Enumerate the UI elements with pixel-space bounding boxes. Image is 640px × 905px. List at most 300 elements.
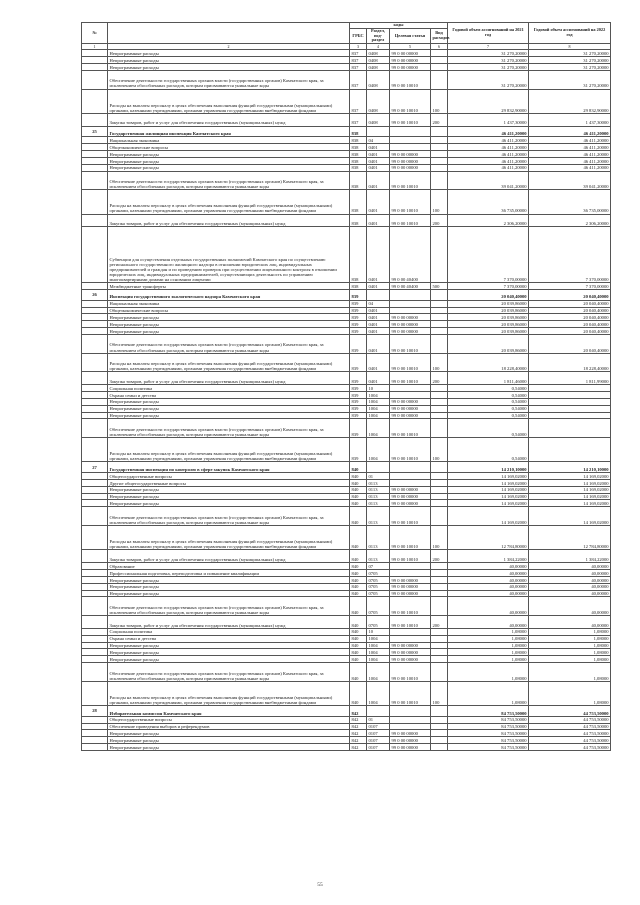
razdel-cell: 1004 <box>367 681 390 705</box>
razdel-cell: 0401 <box>367 283 390 290</box>
row-name-cell: Государственная жилищная инспекция Камчатского края <box>108 126 350 137</box>
sum-2022-cell: 44 753,50000 <box>529 744 611 751</box>
grbs-cell: 840 <box>350 583 367 590</box>
target-article-cell <box>390 391 431 398</box>
razdel-cell: 1004 <box>367 398 390 405</box>
sum-2021-cell: 0,54000 <box>448 384 529 391</box>
target-article-cell <box>390 716 431 723</box>
razdel-cell: 0401 <box>367 353 390 372</box>
razdel-cell: 1004 <box>367 656 390 663</box>
target-article-cell: 99 0 00 00000 <box>390 649 431 656</box>
expense-type-cell: 100 <box>431 681 448 705</box>
index-cell: 3 <box>350 44 367 50</box>
row-number-cell <box>82 113 108 126</box>
target-article-cell: 99 0 00 10010 <box>390 616 431 629</box>
sum-2022-cell: 44 753,50000 <box>529 737 611 744</box>
sum-2022-cell: 40,00000 <box>529 616 611 629</box>
razdel-cell: 0705 <box>367 590 390 597</box>
row-name-cell: Общеэкономические вопросы <box>108 307 350 314</box>
sum-2022-cell: 46 411,20000 <box>529 157 611 164</box>
grbs-cell: 840 <box>350 550 367 563</box>
header-codes: коды <box>350 23 448 29</box>
sum-2021-cell: 1,08000 <box>448 635 529 642</box>
grbs-cell: 838 <box>350 164 367 171</box>
row-name-cell: Непрограммные расходы <box>108 649 350 656</box>
razdel-cell: 1004 <box>367 642 390 649</box>
grbs-cell: 842 <box>350 744 367 751</box>
row-name-cell: Общегосударственные вопросы <box>108 716 350 723</box>
row-number-cell <box>82 70 108 89</box>
razdel-cell <box>367 706 390 717</box>
row-name-cell: Непрограммные расходы <box>108 398 350 405</box>
row-name-cell: Общегосударственные вопросы <box>108 472 350 479</box>
sum-2021-cell: 14 169,02000 <box>448 507 529 526</box>
table-row <box>82 656 611 663</box>
table-row <box>82 723 611 730</box>
razdel-cell: 0401 <box>367 157 390 164</box>
sum-2022-cell <box>529 398 611 405</box>
grbs-cell: 840 <box>350 486 367 493</box>
sum-2021-cell: 84 753,50000 <box>448 737 529 744</box>
sum-2022-cell: 39 041,20000 <box>529 171 611 190</box>
row-number-cell <box>82 507 108 526</box>
expense-type-cell <box>431 663 448 682</box>
expense-type-cell <box>431 479 448 486</box>
razdel-cell: 1004 <box>367 663 390 682</box>
target-article-cell <box>390 307 431 314</box>
razdel-cell <box>367 290 390 301</box>
razdel-cell: 1004 <box>367 412 390 419</box>
sum-2021-cell: 1,08000 <box>448 656 529 663</box>
sum-2022-cell: 40,00000 <box>529 583 611 590</box>
target-article-cell: 99 0 00 00000 <box>390 590 431 597</box>
table-row <box>82 500 611 507</box>
sum-2022-cell: 40,00000 <box>529 597 611 616</box>
grbs-cell: 839 <box>350 412 367 419</box>
target-article-cell <box>390 706 431 717</box>
row-name-cell: Непрограммные расходы <box>108 314 350 321</box>
grbs-cell: 839 <box>350 384 367 391</box>
table-row <box>82 57 611 64</box>
target-article-cell <box>390 126 431 137</box>
row-number-cell <box>82 635 108 642</box>
sum-2022-cell: 46 411,20000 <box>529 164 611 171</box>
row-name-cell: Национальная экономика <box>108 137 350 144</box>
row-number-cell: 28 <box>82 706 108 717</box>
target-article-cell: 99 0 00 00000 <box>390 412 431 419</box>
grbs-cell: 839 <box>350 335 367 354</box>
table-row <box>82 550 611 563</box>
grbs-cell: 837 <box>350 113 367 126</box>
row-number-cell <box>82 300 108 307</box>
row-name-cell: Непрограммные расходы <box>108 642 350 649</box>
expense-type-cell <box>431 737 448 744</box>
row-number-cell <box>82 150 108 157</box>
razdel-cell: 0401 <box>367 372 390 385</box>
table-row <box>82 164 611 171</box>
row-name-cell: Непрограммные расходы <box>108 576 350 583</box>
row-name-cell: Социальная политика <box>108 384 350 391</box>
sum-2021-cell: 7 370,00000 <box>448 227 529 283</box>
sum-2022-cell: 40,00000 <box>529 576 611 583</box>
expense-type-cell: 200 <box>431 113 448 126</box>
sum-2022-cell: 14 169,02000 <box>529 493 611 500</box>
sum-2022-cell: 46 411,20000 <box>529 137 611 144</box>
row-name-cell: Другие общегосударственные вопросы <box>108 479 350 486</box>
expense-type-cell <box>431 157 448 164</box>
grbs-cell: 840 <box>350 642 367 649</box>
expense-type-cell: 500 <box>431 283 448 290</box>
target-article-cell: 99 0 00 10010 <box>390 353 431 372</box>
row-name-cell: Непрограммные расходы <box>108 328 350 335</box>
target-article-cell: 99 0 00 10010 <box>390 113 431 126</box>
index-cell: 1 <box>82 44 108 50</box>
row-number-cell <box>82 164 108 171</box>
sum-2022-cell: 1 437,30000 <box>529 113 611 126</box>
expense-type-cell <box>431 126 448 137</box>
row-name-cell: Непрограммные расходы <box>108 730 350 737</box>
razdel-cell: 0401 <box>367 307 390 314</box>
razdel-cell: 0113 <box>367 493 390 500</box>
sum-2022-cell: 1 811,99000 <box>529 372 611 385</box>
razdel-cell: 0107 <box>367 737 390 744</box>
expense-type-cell: 100 <box>431 353 448 372</box>
target-article-cell: 99 0 00 00000 <box>390 164 431 171</box>
row-name-cell: Непрограммные расходы <box>108 321 350 328</box>
target-article-cell <box>390 462 431 473</box>
grbs-cell: 840 <box>350 649 367 656</box>
expense-type-cell <box>431 583 448 590</box>
expense-type-cell: 100 <box>431 525 448 549</box>
table-row <box>82 64 611 71</box>
expense-type-cell <box>431 723 448 730</box>
grbs-cell: 839 <box>350 405 367 412</box>
expense-type-cell <box>431 493 448 500</box>
razdel-cell: 0408 <box>367 57 390 64</box>
sum-2021-cell: 40,00000 <box>448 597 529 616</box>
sum-2022-cell: 44 753,50000 <box>529 706 611 717</box>
sum-2022-cell: 31 270,20000 <box>529 64 611 71</box>
razdel-cell: 0705 <box>367 616 390 629</box>
header-csr: Целевая статья <box>390 28 431 43</box>
expense-type-cell: 200 <box>431 616 448 629</box>
expense-type-cell <box>431 50 448 57</box>
row-number-cell <box>82 137 108 144</box>
table-row <box>82 89 611 113</box>
grbs-cell: 837 <box>350 89 367 113</box>
grbs-cell: 839 <box>350 353 367 372</box>
row-name-cell: Закупка товаров, работ и услуг для обеспечения государственных (муниципальных) нужд <box>108 113 350 126</box>
sum-2021-cell: 1,08000 <box>448 642 529 649</box>
expense-type-cell <box>431 472 448 479</box>
sum-2021-cell: 20 039,86000 <box>448 300 529 307</box>
table-row <box>82 616 611 629</box>
grbs-cell: 840 <box>350 563 367 570</box>
grbs-cell: 838 <box>350 283 367 290</box>
target-article-cell <box>390 384 431 391</box>
sum-2021-cell: 46 411,20000 <box>448 150 529 157</box>
expense-type-cell <box>431 486 448 493</box>
sum-2021-cell: 40,00000 <box>448 576 529 583</box>
row-number-cell <box>82 50 108 57</box>
row-name-cell: Обеспечение деятельности государственных органов власти (государственных органов) Камчатского края, за исключением обособленных расходов, которым присваиваются уникальные коды <box>108 419 350 438</box>
sum-2022-cell: 44 753,50000 <box>529 723 611 730</box>
sum-2021-cell: 31 270,20000 <box>448 50 529 57</box>
row-name-cell: Непрограммные расходы <box>108 500 350 507</box>
expense-type-cell <box>431 227 448 283</box>
sum-2021-cell: 31 270,20000 <box>448 64 529 71</box>
target-article-cell: 99 0 00 10010 <box>390 190 431 214</box>
razdel-cell: 0705 <box>367 569 390 576</box>
sum-2021-cell: 14 169,02000 <box>448 493 529 500</box>
sum-2022-cell: 7 370,00000 <box>529 227 611 283</box>
target-article-cell: 99 0 00 00000 <box>390 486 431 493</box>
row-name-cell: Обеспечение деятельности государственных органов власти (государственных органов) Камчатского края, за исключением обособленных расходов, которым присваиваются уникальные коды <box>108 171 350 190</box>
sum-2021-cell: 31 270,20000 <box>448 70 529 89</box>
sum-2021-cell: 20 039,86000 <box>448 314 529 321</box>
expense-type-cell <box>431 405 448 412</box>
grbs-cell: 840 <box>350 590 367 597</box>
table-row <box>82 321 611 328</box>
sum-2022-cell: 20 040,40000 <box>529 290 611 301</box>
target-article-cell <box>390 569 431 576</box>
sum-2021-cell: 1,08000 <box>448 681 529 705</box>
row-number-cell <box>82 391 108 398</box>
table-row <box>82 419 611 438</box>
sum-2022-cell: 1,08000 <box>529 681 611 705</box>
sum-2022-cell <box>529 419 611 438</box>
sum-2022-cell: 14 169,02000 <box>529 507 611 526</box>
sum-2021-cell: 14 169,02000 <box>448 486 529 493</box>
table-row <box>82 597 611 616</box>
sum-2022-cell: 12 784,80000 <box>529 525 611 549</box>
row-name-cell: Социальная политика <box>108 628 350 635</box>
row-number-cell <box>82 597 108 616</box>
index-cell: 6 <box>431 44 448 50</box>
grbs-cell: 840 <box>350 507 367 526</box>
row-number-cell <box>82 550 108 563</box>
row-number-cell <box>82 716 108 723</box>
sum-2021-cell: 1,08000 <box>448 649 529 656</box>
row-number-cell <box>82 583 108 590</box>
sum-2021-cell: 84 753,50000 <box>448 723 529 730</box>
sum-2022-cell <box>529 391 611 398</box>
table-row <box>82 391 611 398</box>
row-name-cell: Субвенции для осуществления отдельных государственных полномочий Камчатского края по осуществлению регионального государственного жилищного надзора в отношении юридических лиц, индивидуальных предпринимателей и граждан и по проведению проверок при осуществлении лицензионного контроля в отношении юридических лиц, индивидуальных предпринимателей, осуществляющих деятельность по управлению многоквартирными домами на основании лицензии <box>108 227 350 283</box>
grbs-cell: 838 <box>350 227 367 283</box>
row-name-cell: Расходы на выплаты персоналу в целях обеспечения выполнения функций государственными (муниципальными) органами, казенными учреждениями, органами управления государственными внебюджетными фондами <box>108 353 350 372</box>
sum-2021-cell: 84 753,50000 <box>448 730 529 737</box>
grbs-cell: 839 <box>350 328 367 335</box>
sum-2022-cell: 44 753,50000 <box>529 716 611 723</box>
target-article-cell: 99 0 00 10010 <box>390 550 431 563</box>
row-number-cell <box>82 157 108 164</box>
target-article-cell: 99 0 00 00000 <box>390 150 431 157</box>
razdel-cell: 0705 <box>367 576 390 583</box>
row-number-cell <box>82 656 108 663</box>
table-row <box>82 335 611 354</box>
page-number: 55 <box>317 882 323 888</box>
grbs-cell: 842 <box>350 723 367 730</box>
razdel-cell: 0401 <box>367 314 390 321</box>
table-row <box>82 314 611 321</box>
sum-2021-cell: 1,08000 <box>448 663 529 682</box>
table-row <box>82 642 611 649</box>
sum-2021-cell: 2 306,20000 <box>448 214 529 227</box>
table-row <box>82 493 611 500</box>
table-row <box>82 437 611 461</box>
target-article-cell: 99 0 00 00000 <box>390 50 431 57</box>
sum-2021-cell: 0,54000 <box>448 437 529 461</box>
row-number-cell <box>82 500 108 507</box>
razdel-cell: 01 <box>367 716 390 723</box>
row-number-cell <box>82 616 108 629</box>
table-row <box>82 307 611 314</box>
sum-2021-cell: 46 411,20000 <box>448 126 529 137</box>
sum-2022-cell: 31 270,20000 <box>529 50 611 57</box>
sum-2022-cell: 20 040,40000 <box>529 328 611 335</box>
row-name-cell: Межбюджетные трансферты <box>108 283 350 290</box>
grbs-cell: 842 <box>350 716 367 723</box>
grbs-cell: 839 <box>350 307 367 314</box>
row-number-cell <box>82 384 108 391</box>
row-name-cell: Непрограммные расходы <box>108 493 350 500</box>
razdel-cell: 1004 <box>367 635 390 642</box>
table-row <box>82 628 611 635</box>
sum-2021-cell: 40,00000 <box>448 563 529 570</box>
row-number-cell <box>82 227 108 283</box>
target-article-cell: 99 0 00 00000 <box>390 57 431 64</box>
row-number-cell <box>82 628 108 635</box>
expense-type-cell: 200 <box>431 372 448 385</box>
grbs-cell: 839 <box>350 398 367 405</box>
sum-2022-cell: 29 832,90000 <box>529 89 611 113</box>
razdel-cell: 1004 <box>367 649 390 656</box>
expense-type-cell <box>431 143 448 150</box>
expense-type-cell <box>431 307 448 314</box>
grbs-cell: 839 <box>350 314 367 321</box>
expense-type-cell: 100 <box>431 89 448 113</box>
table-row <box>82 412 611 419</box>
target-article-cell: 99 0 00 00000 <box>390 737 431 744</box>
expense-type-cell <box>431 635 448 642</box>
target-article-cell <box>390 479 431 486</box>
razdel-cell: 0401 <box>367 321 390 328</box>
sum-2021-cell: 20 039,86000 <box>448 321 529 328</box>
grbs-cell: 840 <box>350 681 367 705</box>
sum-2021-cell: 20 039,86000 <box>448 328 529 335</box>
budget-table <box>81 22 611 751</box>
row-name-cell: Непрограммные расходы <box>108 405 350 412</box>
sum-2022-cell <box>529 384 611 391</box>
target-article-cell: 99 0 00 10010 <box>390 419 431 438</box>
row-number-cell <box>82 307 108 314</box>
target-article-cell: 99 0 00 40400 <box>390 283 431 290</box>
sum-2022-cell: 14 169,02000 <box>529 472 611 479</box>
target-article-cell: 99 0 00 00000 <box>390 642 431 649</box>
grbs-cell: 839 <box>350 391 367 398</box>
sum-2021-cell: 1 437,30000 <box>448 113 529 126</box>
table-row <box>82 328 611 335</box>
sum-2021-cell: 14 169,02000 <box>448 500 529 507</box>
sum-2022-cell: 1,08000 <box>529 642 611 649</box>
sum-2021-cell: 36 735,00000 <box>448 190 529 214</box>
sum-2021-cell: 7 370,00000 <box>448 283 529 290</box>
sum-2022-cell: 1 384,22000 <box>529 550 611 563</box>
sum-2022-cell: 36 735,00000 <box>529 190 611 214</box>
row-number-cell <box>82 398 108 405</box>
expense-type-cell <box>431 716 448 723</box>
expense-type-cell <box>431 335 448 354</box>
row-name-cell: Охрана семьи и детства <box>108 635 350 642</box>
grbs-cell: 840 <box>350 500 367 507</box>
row-number-cell <box>82 649 108 656</box>
razdel-cell: 0113 <box>367 500 390 507</box>
target-article-cell <box>390 300 431 307</box>
expense-type-cell <box>431 507 448 526</box>
target-article-cell: 99 0 00 00000 <box>390 157 431 164</box>
razdel-cell: 0401 <box>367 227 390 283</box>
sum-2022-cell: 31 270,20000 <box>529 70 611 89</box>
grbs-cell: 840 <box>350 493 367 500</box>
expense-type-cell <box>431 649 448 656</box>
razdel-cell: 0113 <box>367 479 390 486</box>
grbs-cell: 837 <box>350 50 367 57</box>
razdel-cell: 1004 <box>367 405 390 412</box>
sum-2021-cell: 18 228,40000 <box>448 353 529 372</box>
sum-2021-cell: 14 169,02000 <box>448 472 529 479</box>
grbs-cell: 840 <box>350 663 367 682</box>
table-row <box>82 157 611 164</box>
row-number-cell <box>82 412 108 419</box>
grbs-cell: 842 <box>350 737 367 744</box>
header-name <box>108 23 350 44</box>
row-number-cell <box>82 321 108 328</box>
sum-2021-cell: 0,54000 <box>448 398 529 405</box>
sum-2022-cell: 46 411,20000 <box>529 143 611 150</box>
target-article-cell <box>390 290 431 301</box>
row-number-cell <box>82 57 108 64</box>
table-row <box>82 649 611 656</box>
target-article-cell <box>390 635 431 642</box>
sum-2022-cell: 14 169,02000 <box>529 486 611 493</box>
expense-type-cell <box>431 744 448 751</box>
grbs-cell: 838 <box>350 190 367 214</box>
razdel-cell <box>367 126 390 137</box>
row-name-cell: Непрограммные расходы <box>108 164 350 171</box>
sum-2021-cell: 0,54000 <box>448 412 529 419</box>
expense-type-cell <box>431 642 448 649</box>
target-article-cell: 99 0 00 00000 <box>390 64 431 71</box>
row-number-cell <box>82 190 108 214</box>
sum-2022-cell: 46 411,20000 <box>529 126 611 137</box>
sum-2021-cell: 40,00000 <box>448 569 529 576</box>
sum-2022-cell: 14 210,10000 <box>529 462 611 473</box>
grbs-cell: 840 <box>350 525 367 549</box>
index-cell: 2 <box>108 44 350 50</box>
table-row <box>82 372 611 385</box>
expense-type-cell: 200 <box>431 550 448 563</box>
row-name-cell: Расходы на выплаты персоналу в целях обеспечения выполнения функций государственными (муниципальными) органами, казенными учреждениями, органами управления государственными внебюджетными фондами <box>108 525 350 549</box>
razdel-cell: 0705 <box>367 583 390 590</box>
sum-2021-cell: 1 811,46000 <box>448 372 529 385</box>
sum-2022-cell: 46 411,20000 <box>529 150 611 157</box>
razdel-cell: 0401 <box>367 150 390 157</box>
razdel-cell: 0401 <box>367 143 390 150</box>
sum-2021-cell: 1,08000 <box>448 628 529 635</box>
target-article-cell: 99 0 00 00000 <box>390 321 431 328</box>
row-number-cell <box>82 472 108 479</box>
